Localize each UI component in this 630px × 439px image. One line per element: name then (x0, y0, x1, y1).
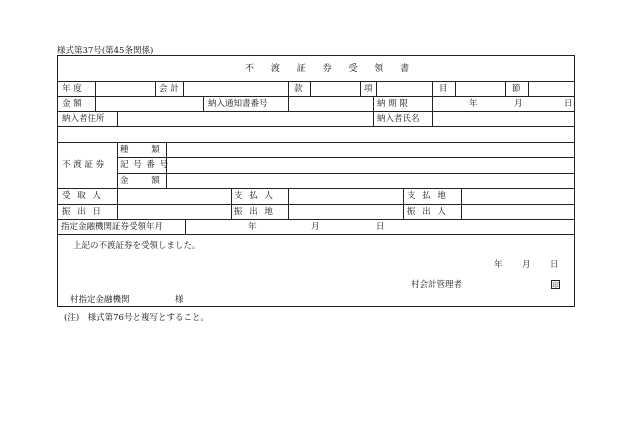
addressee-label: 村指定金融機関 (70, 295, 130, 305)
col-line (528, 81, 529, 96)
row-line (58, 96, 574, 97)
form-id: 様式第37号(第45条関係) (57, 46, 154, 56)
col-line (432, 81, 433, 96)
row-line (58, 204, 574, 205)
row-line (58, 111, 574, 112)
label-moku: 目 (439, 84, 448, 94)
col-line (95, 81, 96, 96)
honorific: 様 (175, 295, 184, 305)
col-line (432, 96, 433, 111)
col-line (117, 111, 118, 126)
col-line (373, 111, 374, 126)
receipt-form (57, 55, 575, 307)
col-line (505, 81, 506, 96)
deadline-day: 日 (564, 99, 573, 109)
col-line (455, 81, 456, 96)
label-pay-place: 支 払 地 (407, 191, 448, 201)
label-securities-amount: 金 額 (120, 176, 170, 186)
sign-year: 年 (494, 260, 503, 270)
col-line (185, 219, 186, 234)
deadline-year: 年 (469, 99, 478, 109)
row-line (58, 142, 574, 143)
col-line (95, 96, 96, 111)
label-kou: 項 (364, 84, 373, 94)
col-line (403, 188, 404, 219)
col-line (288, 188, 289, 219)
label-recipient: 受 取 人 (62, 191, 103, 201)
col-line (432, 111, 433, 126)
label-draw-place: 振 出 地 (234, 207, 275, 217)
row-line (58, 234, 574, 235)
row-line (117, 157, 574, 158)
footnote: (注) 様式第76号と複写とすること。 (64, 313, 209, 323)
label-deadline: 納 期 限 (377, 99, 408, 109)
row-line (58, 126, 574, 127)
col-line (155, 81, 156, 96)
col-line (461, 188, 462, 219)
receipt-statement: 上記の不渡証券を受領しました。 (73, 241, 201, 251)
accountant-label: 村会計管理者 (411, 280, 463, 290)
deadline-month: 月 (514, 99, 523, 109)
label-kind: 種 類 (120, 145, 170, 155)
label-symbol-number: 記 号 番 号 (120, 160, 170, 170)
label-dishonored-securities: 不 渡 証 券 (62, 160, 105, 170)
label-bank-receipt-date: 指定金融機関証券受領年月 (61, 222, 164, 232)
row-line (58, 188, 574, 189)
row-line (58, 81, 574, 82)
label-amount: 金 額 (62, 99, 82, 109)
label-drawer: 振 出 人 (407, 207, 448, 217)
col-line (117, 188, 118, 219)
label-account: 会 計 (159, 84, 179, 94)
label-payer-address: 納入者住所 (62, 114, 105, 124)
bank-day: 日 (376, 222, 385, 232)
label-payer: 支 払 人 (234, 191, 275, 201)
bank-month: 月 (311, 222, 320, 232)
seal-mark: 印 (552, 281, 559, 289)
label-payer-name: 納入者氏名 (377, 114, 420, 124)
row-line (58, 219, 574, 220)
col-line (117, 142, 118, 188)
col-line (373, 96, 374, 111)
col-line (231, 188, 232, 219)
label-fiscal-year: 年 度 (62, 84, 82, 94)
row-line (117, 173, 574, 174)
sign-month: 月 (522, 260, 531, 270)
col-line (360, 81, 361, 96)
label-kan: 款 (294, 84, 303, 94)
col-line (183, 81, 184, 96)
col-line (288, 81, 289, 96)
col-line (310, 81, 311, 96)
col-line (288, 96, 289, 111)
col-line (376, 81, 377, 96)
label-setsu: 節 (512, 84, 521, 94)
form-title: 不 渡 証 券 受 領 書 (245, 64, 417, 74)
col-line (203, 96, 204, 111)
sign-day: 日 (550, 260, 559, 270)
label-notice-number: 納入通知書番号 (208, 99, 268, 109)
bank-year: 年 (248, 222, 257, 232)
label-draw-date: 振 出 日 (62, 207, 103, 217)
